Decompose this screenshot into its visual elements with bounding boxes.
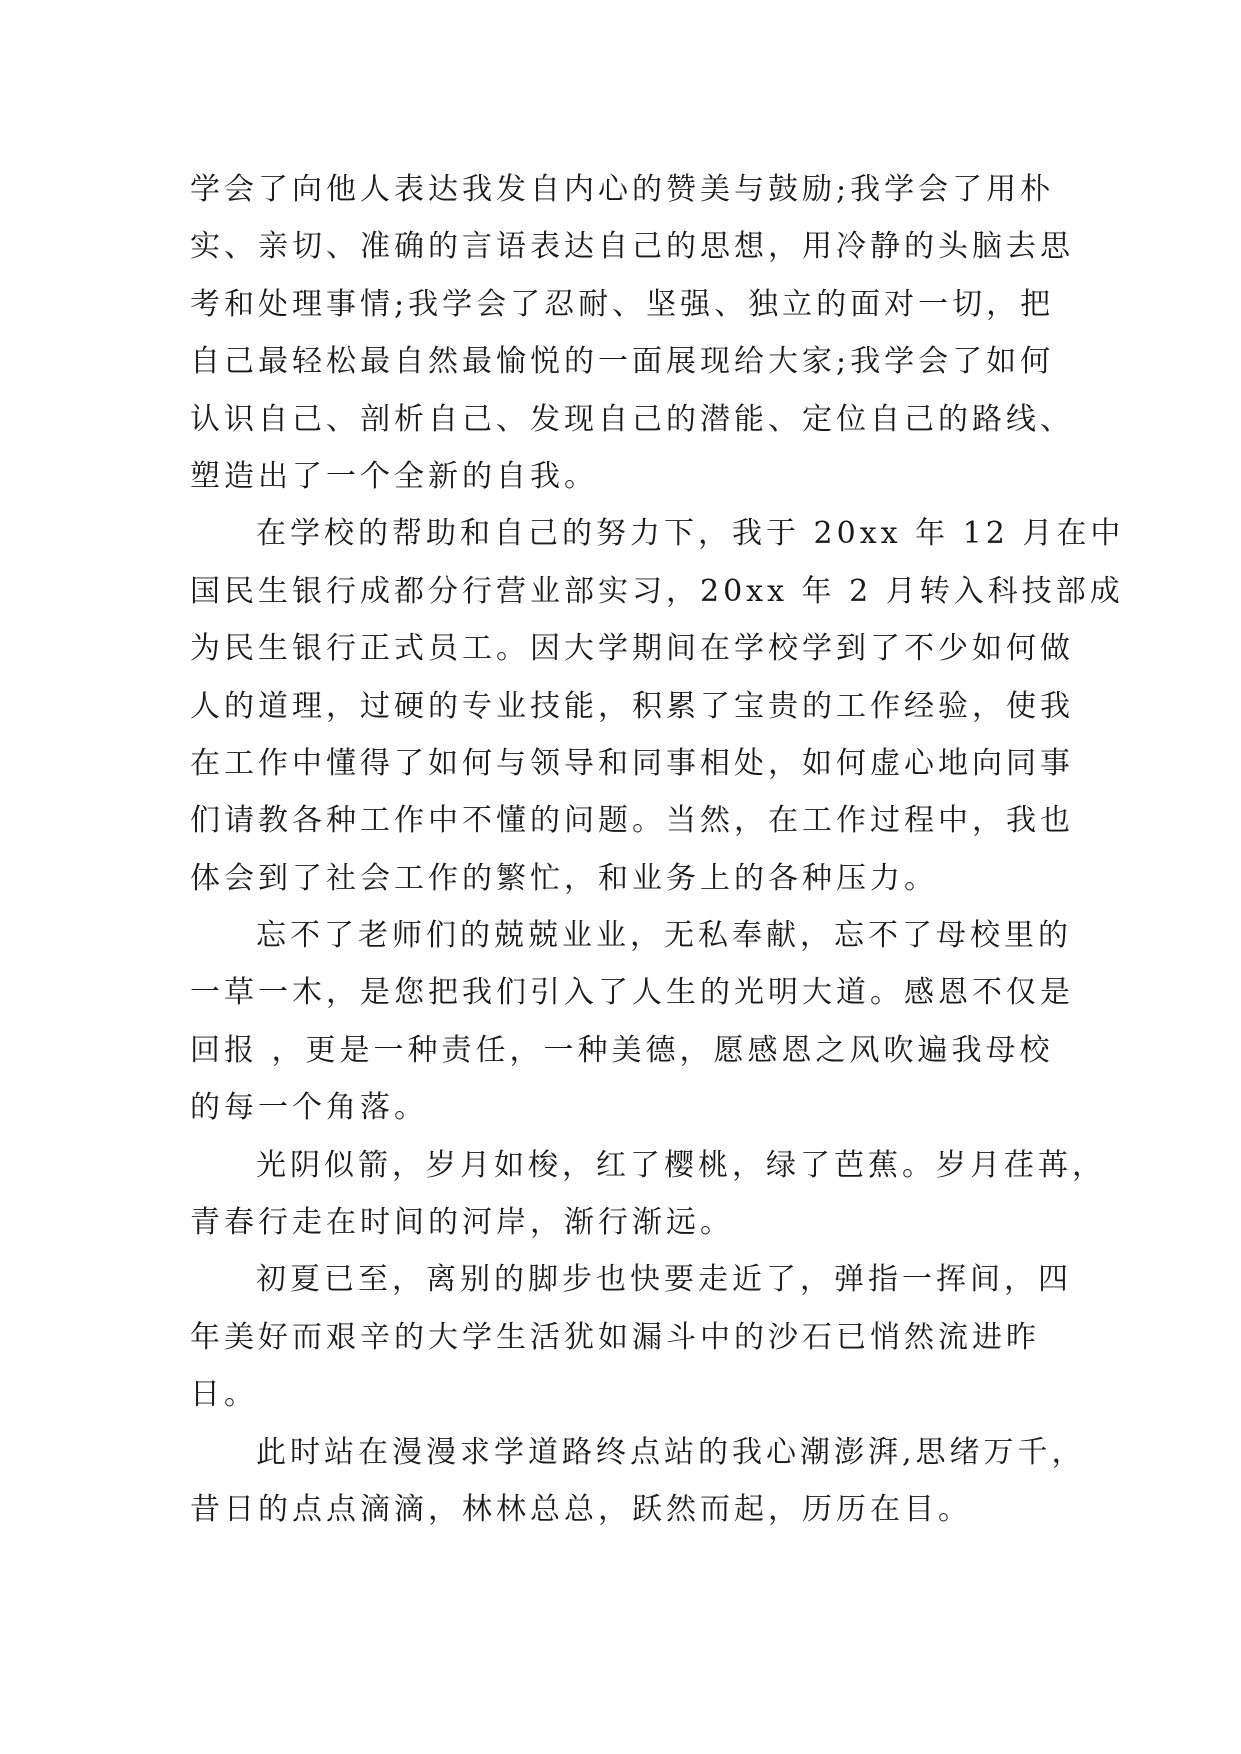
text-line: 塑造出了一个全新的自我。 [190, 458, 598, 494]
text-line: 昔日的点点滴滴，林林总总，跃然而起，历历在目。 [190, 1491, 972, 1527]
text-line: 学会了向他人表达我发自内心的赞美与鼓励;我学会了用朴 [190, 172, 1055, 207]
text-line: 自己最轻松最自然最愉悦的一面展现给大家;我学会了如何 [190, 344, 1055, 380]
text-line: 考和处理事情;我学会了忍耐、坚强、独立的面对一切，把 [190, 286, 1055, 322]
text-line: 日。 [190, 1377, 258, 1413]
text-line: 在学校的帮助和自己的努力下，我于 20xx 年 12 月在中 [256, 516, 1125, 552]
text-line: 国民生银行成都分行营业部实习，20xx 年 2 月转入科技部成 [190, 573, 1124, 609]
text-line: 初夏已至，离别的脚步也快要走近了，弹指一挥间，四 [256, 1262, 1072, 1298]
text-line: 在工作中懂得了如何与领导和同事相处，如何虚心地向同事 [190, 745, 1074, 781]
text-line: 体会到了社会工作的繁忙，和业务上的各种压力。 [190, 860, 938, 896]
text-line: 一草一木，是您把我们引入了人生的光明大道。感恩不仅是 [190, 975, 1074, 1011]
paragraph-work-experience [190, 505, 1125, 907]
text-line: 回报 ，更是一种责任，一种美德，愿感恩之风吹遍我母校 [190, 1032, 1054, 1068]
paragraph-gratitude [190, 907, 1090, 1137]
text-line: 此时站在漫漫求学道路终点站的我心潮澎湃,思绪万千， [256, 1434, 1086, 1470]
paragraph-farewell [190, 1251, 1090, 1423]
text-line: 年美好而艰辛的大学生活犹如漏斗中的沙石已悄然流进昨 [190, 1319, 1040, 1355]
text-line: 实、亲切、准确的言语表达自己的思想，用冷静的头脑去思 [190, 229, 1074, 265]
document-body [190, 161, 1125, 1538]
text-line: 认识自己、剖析自己、发现自己的潜能、定位自己的路线、 [190, 401, 1074, 437]
text-line: 为民生银行正式员工。因大学期间在学校学到了不少如何做 [190, 631, 1074, 667]
text-line: 们请教各种工作中不懂的问题。当然，在工作过程中，我也 [190, 803, 1074, 839]
text-line: 青春行走在时间的河岸，渐行渐远。 [190, 1205, 734, 1241]
paragraph-self-growth [190, 161, 1090, 505]
text-line: 光阴似箭，岁月如梭，红了樱桃，绿了芭蕉。岁月荏苒， [256, 1147, 1106, 1183]
paragraph-memories [190, 1424, 1090, 1539]
text-line: 忘不了老师们的兢兢业业，无私奉献，忘不了母校里的 [256, 918, 1072, 954]
text-line: 的每一个角落。 [190, 1090, 428, 1126]
text-line: 人的道理，过硬的专业技能，积累了宝贵的工作经验，使我 [190, 688, 1074, 724]
paragraph-time [190, 1137, 1106, 1252]
